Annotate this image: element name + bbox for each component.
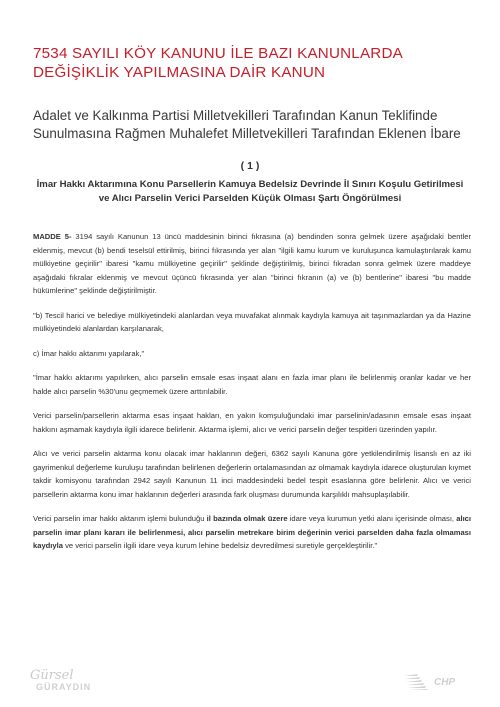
subtitle: Adalet ve Kalkınma Partisi Milletvekilleri Tarafından Kanun Teklifinde Sunulmasına Rağmen Muhalefet Milletvekilleri Tarafından Eklenen İbare — [33, 108, 461, 141]
section-heading: İmar Hakkı Aktarımına Konu Parsellerin Kamuya Bedelsiz Devrinde İl Sınırı Koşulu Getirilmesi ve Alıcı Parselin Verici Parselden Küçük Olması Şartı Öngörülmesi — [36, 179, 464, 204]
logo-text: CHP — [434, 676, 456, 688]
paragraph-7-bold-d: alıcı parselin imar planı kararı ile belirlenmesi, alıcı parselin metrekare birim değerinin verici parselden daha fazla olmaması kaydıyla — [33, 514, 472, 550]
paragraph-3: c) İmar hakkı aktarımı yapılarak," — [33, 348, 145, 358]
page-title — [33, 44, 473, 82]
signature-script: Gürsel — [30, 668, 74, 683]
paragraph-7-part-c: idare veya kurumun yetki alanı içerisinde olması, — [287, 514, 457, 523]
paragraph-6: Alıcı ve verici parselin aktarma konu olacak imar haklarının değeri, 6362 sayılı Kanuna göre yetkilendirilmiş lisanslı en az iki gayrimenkul değerleme kuruluşu tarafından belirlenen değerlerin ortalamasından az olmamak kaydıyla idarece oluşturulan kıymet takdir komisyonu tarafından 2942 sayılı Kanunun 11 inci maddesindeki bedel tespit esaslarına göre belirlenir. Alıcı ve verici parsellerin aktarma konu imar haklarının değerleri arasında fark oluşması durumunda karşılıklı mahsuplaşılabilir. — [33, 449, 471, 499]
signature-watermark — [18, 668, 138, 698]
body-text — [33, 230, 471, 564]
six-arrows-icon — [404, 674, 430, 690]
title-line-2: DEĞİŞİKLİK YAPILMASINA DAİR KANUN — [33, 64, 326, 81]
paragraph-1-text: 3194 sayılı Kanunun 13 üncü maddesinin birinci fıkrasına (a) bendinden sonra gelmek üzere aşağıdaki bentler eklenmiş, mevcut (b) bendi teselsül ettirilmiş, birinci fıkrasında yer alan "ilgili kamu kurum ve kuruluşunca kamulaştırılarak kamu mülkiyetine geçirilir" ibaresi "kamu mülkiyetine geçirilir" şeklinde değiştirilmiş, birinci fıkradan sonra gelmek üzere maddeye aşağıdaki fıkralar eklenmiş ve mevcut üçüncü fıkrasında yer alan "birinci fıkranın (a) ve (b) bentlerine" ibaresi "bu madde hükümlerine" şeklinde değiştirilmiştir. — [33, 232, 471, 295]
paragraph-7-bold-b: il bazında olmak üzere — [206, 514, 288, 523]
paragraph-7 — [33, 512, 471, 553]
paragraph-4: "İmar hakkı aktarımı yapılırken, alıcı parselin emsale esas inşaat alanı en fazla imar planı ile belirlenmiş oranlar kadar ve her halde alıcı parselin %30'unu geçmemek üzere arttırılabilir. — [33, 373, 471, 396]
paragraph-5: Verici parselin/parsellerin aktarma esas inşaat hakları, en yakın komşuluğundaki imar parselinin/adasının emsale esas inşaat hakkını aşmamak kaydıyla ilgili idarece belirlenir. Aktarma işlemi, alıcı ve verici parselin değer tespitleri üzerinden yapılır. — [33, 411, 471, 434]
signature-name: GÜRAYDIN — [36, 682, 92, 692]
party-logo — [404, 672, 484, 692]
article-label: MADDE 5- — [33, 232, 72, 241]
paragraph-2: "b) Tescil harici ve belediye mülkiyetindeki alanlardan veya muvafakat alınmak kaydıyla kamuya ait taşınmazlardan ya da Hazine mülkiyetindeki alanlardan karşılanarak, — [33, 310, 471, 333]
title-line-1: 7534 SAYILI KÖY KANUNU İLE BAZI KANUNLARDA — [33, 45, 403, 62]
item-number: ( 1 ) — [240, 160, 260, 172]
paragraph-7-part-e: ve verici parselin ilgili idare veya kurum lehine bedelsiz devredilmesi suretiyle gerçekleştirilir." — [62, 541, 378, 550]
paragraph-1 — [33, 230, 471, 298]
paragraph-7-part-a: Verici parselin imar hakkı aktarım işlemi bulunduğu — [33, 514, 207, 523]
